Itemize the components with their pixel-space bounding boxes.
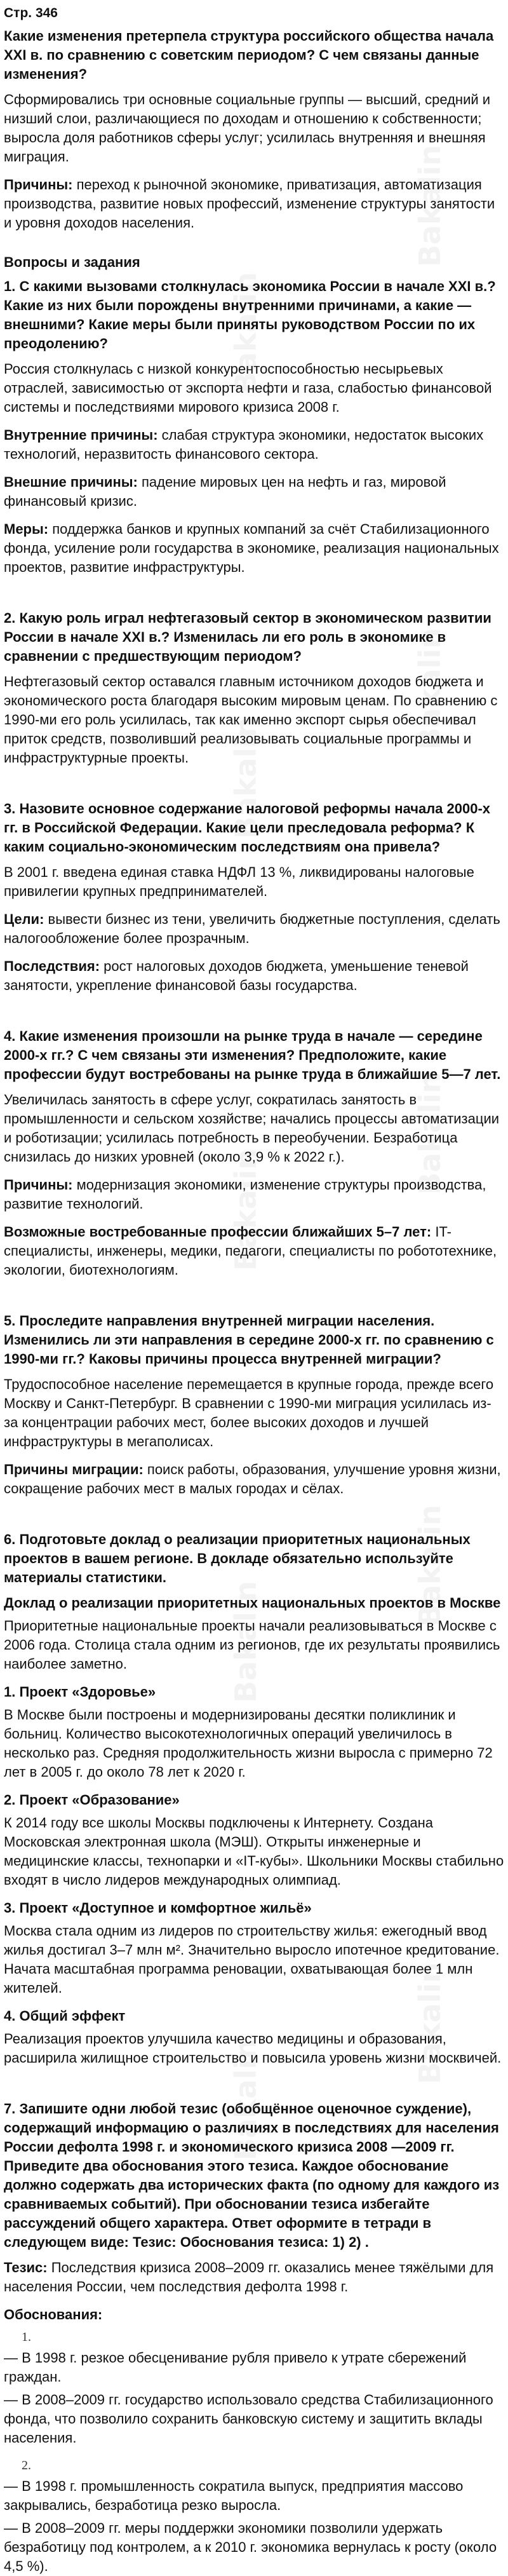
task-3-goals-label: Цели: bbox=[4, 911, 44, 927]
task-5-reasons bbox=[4, 1460, 504, 1498]
task-1-question: 1. С какими вызовами столкнулась экономика России в начале XXI в.? Какие из них были порождены внутренними причинами, а какие — внешними? Какие меры были приняты руководством России по их преодолению? bbox=[4, 278, 496, 351]
task-4-answer: Увеличилась занятость в сфере услуг, сократилась занятость в промышленности и сельском хозяйстве; начались процессы автоматизации и роботизации; усилилась потребность в переобучении. Безработица снизилась до низких уровней (около 3,9 % к 2022 г.). bbox=[4, 1092, 500, 1165]
task-3-goals-text: вывести бизнес из тени, увеличить бюджетные поступления, сделать налогообложение более прозрачным. bbox=[4, 911, 500, 946]
task-5-reasons-text: поиск работы, образования, улучшение уровня жизни, сокращение рабочих мест в малых городах и сёлах. bbox=[4, 1461, 501, 1496]
task-5-answer: Трудоспособное население перемещается в крупные города, прежде всего Москву и Санкт-Петербург. В сравнении с 1990-ми миграция усилилась из-за концентрации рабочих мест, более высоких доходов и лучшей инфраструктуры в мегаполисах. bbox=[4, 1376, 494, 1449]
task-1-internal-text: слабая структура экономики, недостаток высоких технологий, неразвитость финансового сектора. bbox=[4, 427, 484, 462]
task-1-internal bbox=[4, 426, 504, 464]
page-number: Стр. 346 bbox=[4, 6, 58, 20]
intro-reasons-label: Причины: bbox=[4, 177, 73, 193]
task-3-goals bbox=[4, 910, 504, 948]
task-6-intro: Приоритетные национальные проекты начали реализовываться в Москве с 2006 года. Столица стала одним из регионов, где их результаты проявились наиболее заметно. bbox=[4, 1618, 500, 1672]
watermark: Bakalin bbox=[413, 1072, 447, 1195]
task-4-reasons bbox=[4, 1176, 504, 1214]
watermark: Bakalin bbox=[413, 144, 447, 267]
task-3-consequences bbox=[4, 957, 504, 995]
task-5-question: 5. Проследите направления внутренней миграции населения. Изменились ли эти направления в середине 2000-х гг. по сравнению с 1990-ми гг.? Каковы причины процесса внутренней миграции? bbox=[4, 1313, 494, 1367]
task-3-answer: В 2001 г. введена единая ставка НДФЛ 13 %, ликвидированы налоговые привилегии крупных предпринимателей. bbox=[4, 864, 474, 899]
task-7-thesis-label: Тезис: bbox=[4, 2260, 48, 2275]
task-7-grounds-label: Обоснования: bbox=[4, 2307, 103, 2322]
task-6-section-3-title: 3. Проект «Доступное и комфортное жильё» bbox=[4, 1900, 312, 1916]
task-6-section-2-title: 2. Проект «Образование» bbox=[4, 1792, 180, 1808]
task-3-consequences-label: Последствия: bbox=[4, 958, 100, 974]
task-7-ground-1-fact-b: — В 2008–2009 гг. государство использовало средства Стабилизационного фонда, что позволило сохранить банковскую систему и защитить вклады населения. bbox=[4, 2392, 493, 2446]
task-7-ground-2-fact-b: — В 2008–2009 гг. меры поддержки экономики позволили удержать безработицу под контролем, а к 2010 г. экономика вернулась к росту (около 4,5 %). bbox=[4, 2520, 497, 2574]
task-3 bbox=[4, 799, 504, 995]
task-6-section-4-title: 4. Общий эффект bbox=[4, 2008, 126, 2024]
task-4-professions-text: IT-специалисты, инженеры, медики, педагоги, специалисты по робототехнике, экологии, биотехнологиям. bbox=[4, 1224, 497, 1278]
task-4-reasons-label: Причины: bbox=[4, 1177, 73, 1193]
task-1-measures bbox=[4, 520, 504, 577]
watermark: Bakalin bbox=[229, 1148, 263, 1271]
intro-answer: Сформировались три основные социальные группы — высший, средний и низший слои, различающиеся по доходам и отношению к собственности; выросла доля работников сферы услуг; усилилась внутренняя и внешняя миграция. bbox=[4, 92, 491, 165]
task-2 bbox=[4, 609, 504, 768]
task-7-ground-2-number: 2. bbox=[22, 2458, 31, 2472]
task-3-consequences-text: рост налоговых доходов бюджета, уменьшение теневой занятости, укрепление финансовой базы государства. bbox=[4, 958, 469, 993]
section-heading: Вопросы и задания bbox=[4, 254, 140, 270]
task-1-external bbox=[4, 473, 504, 511]
task-7-ground-1-fact-a: — В 1998 г. резкое обесценивание рубля привело к утрате сбережений граждан. bbox=[4, 2350, 467, 2385]
task-2-question: 2. Какую роль играл нефтегазовый сектор в экономическом развитии России в начале XXI в.? Изменилась ли его роль в экономике в сравнении с предшествующим периодом? bbox=[4, 610, 491, 664]
task-5-reasons-label: Причины миграции: bbox=[4, 1461, 144, 1477]
task-6-section-3-text: Москва стала одним из лидеров по строительству жилья: ежегодный ввод жилья достигал 3–7 млн м². Значительно выросло ипотечное кредитование. Начата масштабная программа реновации, охватывающая более 1 млн жителей. bbox=[4, 1923, 500, 1996]
intro-reasons bbox=[4, 175, 504, 233]
task-3-question: 3. Назовите основное содержание налоговой реформы начала 2000-х гг. в Российской Федерации. Какие цели преследовала реформа? К каким социально-экономическим последствиям она привела? bbox=[4, 801, 491, 855]
task-7-ground-1-number: 1. bbox=[22, 2330, 31, 2344]
task-7-question: 7. Запишите одни любой тезис (обобщённое оценочное суждение), содержащий информацию о различиях в последствиях для населения России дефолта 1998 г. и экономического кризиса 2008 —2009 гг. Приведите два обоснования этого тезиса. Каждое обоснование должно содержать два исторических факта (по одному для каждого из сравниваемых событий). При обосновании тезиса избегайте рассуждений общего характера. Ответ оформите в тетради в следующем виде: Тезис: Обоснования тезиса: 1) 2) . bbox=[4, 2101, 500, 2250]
task-1-external-label: Внешние причины: bbox=[4, 474, 138, 490]
watermark: Bakalin bbox=[413, 1962, 447, 2084]
task-6-section-2-text: К 2014 году все школы Москвы подключены к Интернету. Создана Московская электронная школа (МЭШ). Открыты инженерные и медицинские классы, технопарки и «IT-кубы». Школьники Москвы стабильно входят в число лидеров международных олимпиад. bbox=[4, 1815, 504, 1888]
task-6-section-1-title: 1. Проект «Здоровье» bbox=[4, 1684, 156, 1700]
task-1 bbox=[4, 277, 504, 577]
task-6-section-1-text: В Москве были построены и модернизированы десятки поликлиник и больниц. Количество высокотехнологичных операций увеличилось в несколько раз. Средняя продолжительность жизни выросла с примерно 72 лет в 2005 г. до около 78 лет к 2020 г. bbox=[4, 1707, 493, 1780]
task-7-thesis bbox=[4, 2258, 504, 2296]
task-4 bbox=[4, 1027, 504, 1280]
task-4-question: 4. Какие изменения произошли на рынке труда в начале — середине 2000-х гг.? С чем связаны эти изменения? Предположите, какие профессии будут востребованы на рынке труда в ближайшие 5—7 лет. bbox=[4, 1028, 501, 1082]
watermark: Bakalin bbox=[229, 1580, 263, 1703]
watermark: Bakalin bbox=[229, 716, 263, 839]
task-7-ground-2-fact-a: — В 1998 г. промышленность сократила выпуск, предприятия массово закрывались, безработица резко выросла. bbox=[4, 2478, 464, 2513]
task-4-reasons-text: модернизация экономики, изменение структуры производства, развитие технологий. bbox=[4, 1177, 486, 1212]
intro-question: Какие изменения претерпела структура российского общества начала XXI в. по сравнению с советским периодом? С чем связаны данные изменения? bbox=[4, 28, 494, 82]
task-7 bbox=[4, 2099, 504, 2576]
task-4-professions-label: Возможные востребованные профессии ближайших 5–7 лет: bbox=[4, 1224, 432, 1240]
watermark: Bakalin bbox=[229, 2038, 263, 2160]
watermark: Bakalin bbox=[413, 627, 447, 750]
watermark: Bakalin bbox=[413, 1504, 447, 1627]
task-5 bbox=[4, 1312, 504, 1498]
task-1-external-text: падение мировых цен на нефть и газ, мировой финансовый кризис. bbox=[4, 474, 446, 509]
task-6-question: 6. Подготовьте доклад о реализации приоритетных национальных проектов в вашем регионе. В докладе обязательно используйте материалы статистики. bbox=[4, 1531, 471, 1585]
task-6-section-4-text: Реализация проектов улучшила качество медицины и образования, расширила жилищное строительство и повысила уровень жизни москвичей. bbox=[4, 2031, 502, 2066]
task-1-measures-label: Меры: bbox=[4, 521, 49, 537]
task-2-answer: Нефтегазовый сектор оставался главным источником доходов бюджета и экономического роста благодаря высоким мировым ценам. По сравнению с 1990-ми его роль усилилась, так как именно экспорт сырья обеспечивал приток средств, позволивший реализовывать социальные программы и инфраструктурные проекты. bbox=[4, 674, 498, 766]
task-1-answer: Россия столкнулась с низкой конкурентоспособностью несырьевых отраслей, зависимостью от экспорта нефти и газа, слабостью финансовой системы и последствиями мирового кризиса 2008 г. bbox=[4, 361, 492, 415]
task-6-report-title: Доклад о реализации приоритетных национальных проектов в Москве bbox=[4, 1595, 501, 1611]
intro-reasons-text: переход к рыночной экономике, приватизация, автоматизация производства, развитие новых профессий, изменение структуры занятости и уровня доходов населения. bbox=[4, 177, 495, 231]
task-4-professions bbox=[4, 1223, 504, 1280]
task-6 bbox=[4, 1530, 504, 2068]
task-1-internal-label: Внутренние причины: bbox=[4, 427, 158, 443]
task-7-thesis-text: Последствия кризиса 2008–2009 гг. оказались менее тяжёлыми для населения России, чем последствия дефолта 1998 г. bbox=[4, 2260, 494, 2295]
task-1-measures-text: поддержка банков и крупных компаний за счёт Стабилизационного фонда, усиление роли государства в экономике, реализация национальных проектов, развитие инфраструктуры. bbox=[4, 521, 499, 575]
watermark: Bakalin bbox=[229, 271, 263, 394]
